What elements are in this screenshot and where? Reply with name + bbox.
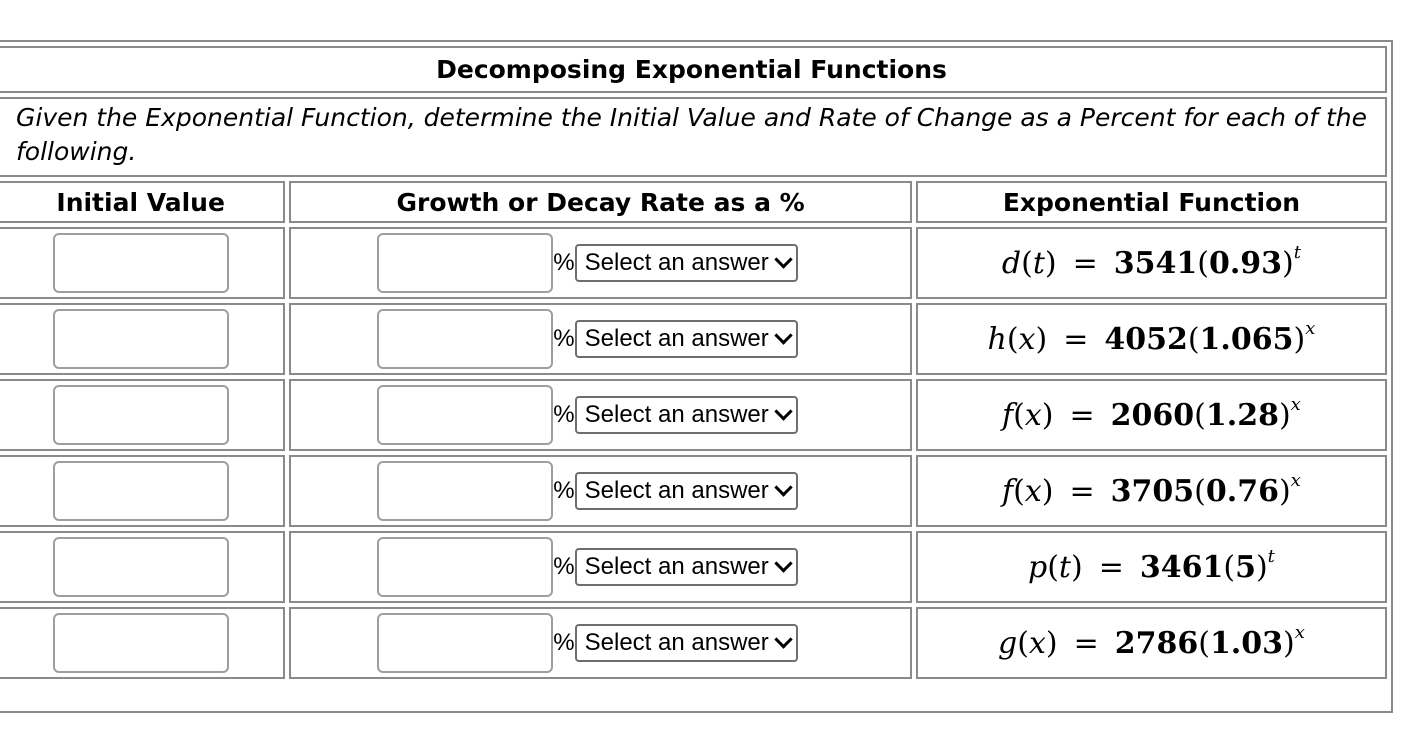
function-name: f: [1002, 397, 1014, 433]
chevron-down-icon: [774, 554, 792, 572]
table-row: [0, 303, 1387, 375]
initial-value-cell: [0, 531, 285, 603]
growth-decay-select[interactable]: [575, 396, 798, 434]
function-variable: x: [1028, 625, 1046, 661]
chevron-down-icon: [774, 402, 792, 420]
function-initial: 4052: [1104, 321, 1188, 357]
table-row: [0, 379, 1387, 451]
rate-input[interactable]: [377, 537, 553, 597]
function-name: d: [1001, 245, 1022, 281]
function-initial: 2060: [1110, 397, 1195, 433]
function-variable: t: [1032, 245, 1045, 281]
initial-value-input[interactable]: [53, 233, 229, 293]
growth-decay-select[interactable]: [575, 548, 798, 586]
chevron-down-icon: [774, 326, 792, 344]
function-cell: [916, 607, 1387, 679]
select-placeholder: Select an answer: [584, 401, 769, 428]
function-exponent: x: [1305, 317, 1316, 339]
function-initial: 3461: [1139, 549, 1224, 585]
function-name: g: [998, 625, 1018, 661]
header-initial-value: Initial Value: [0, 181, 285, 223]
function-initial: 2786: [1114, 625, 1199, 661]
function-base: 5: [1235, 549, 1256, 585]
function-initial: 3705: [1110, 473, 1195, 509]
problem-table-frame: [0, 40, 1393, 713]
function-exponent: x: [1290, 393, 1301, 415]
rate-input[interactable]: [377, 309, 553, 369]
rate-input[interactable]: [377, 461, 553, 521]
chevron-down-icon: [774, 478, 792, 496]
function-base: 1.28: [1205, 397, 1279, 433]
table-row: [0, 607, 1387, 679]
initial-value-input[interactable]: [53, 385, 229, 445]
function-exponent: t: [1267, 545, 1275, 567]
table-row: [0, 227, 1387, 299]
rate-cell: [289, 455, 912, 527]
growth-decay-select[interactable]: [575, 244, 798, 282]
function-expression: $f(x) = 2060(1.28)^x$: [1002, 393, 1301, 433]
select-placeholder: Select an answer: [584, 553, 769, 580]
header-rate: Growth or Decay Rate as a %: [289, 181, 912, 223]
function-name: h: [987, 321, 1007, 357]
function-expression: $p(t) = 3461(5)^t$: [1027, 545, 1275, 585]
table-row: [0, 531, 1387, 603]
function-expression: $h(x) = 4052(1.065)^x$: [987, 317, 1316, 357]
chevron-down-icon: [774, 630, 792, 648]
initial-value-cell: [0, 227, 285, 299]
percent-symbol: %: [553, 401, 575, 428]
function-exponent: x: [1294, 621, 1305, 643]
rate-cell: [289, 607, 912, 679]
percent-symbol: %: [553, 249, 575, 276]
initial-value-cell: [0, 303, 285, 375]
function-expression: $g(x) = 2786(1.03)^x$: [998, 621, 1305, 661]
function-base: 0.76: [1205, 473, 1279, 509]
function-cell: [916, 455, 1387, 527]
growth-decay-select[interactable]: [575, 624, 798, 662]
function-name: p: [1027, 549, 1048, 585]
initial-value-input[interactable]: [53, 537, 229, 597]
select-placeholder: Select an answer: [584, 477, 769, 504]
growth-decay-select[interactable]: [575, 320, 798, 358]
rate-cell: [289, 531, 912, 603]
function-expression: $f(x) = 3705(0.76)^x$: [1002, 469, 1301, 509]
initial-value-input[interactable]: [53, 461, 229, 521]
initial-value-cell: [0, 607, 285, 679]
function-initial: 3541: [1113, 245, 1198, 281]
rate-cell: [289, 227, 912, 299]
growth-decay-select[interactable]: [575, 472, 798, 510]
chevron-down-icon: [774, 250, 792, 268]
function-exponent: x: [1290, 469, 1301, 491]
percent-symbol: %: [553, 553, 575, 580]
problem-table: [0, 42, 1391, 683]
table-title: Decomposing Exponential Functions: [0, 46, 1387, 93]
initial-value-input[interactable]: [53, 613, 229, 673]
function-variable: x: [1024, 473, 1042, 509]
percent-symbol: %: [553, 477, 575, 504]
function-cell: [916, 531, 1387, 603]
initial-value-cell: [0, 455, 285, 527]
function-name: f: [1002, 473, 1014, 509]
rate-input[interactable]: [377, 613, 553, 673]
table-row: [0, 455, 1387, 527]
function-expression: $d(t) = 3541(0.93)^t$: [1001, 241, 1301, 281]
function-base: 1.03: [1209, 625, 1284, 661]
function-exponent: t: [1293, 241, 1301, 263]
rate-cell: [289, 303, 912, 375]
rate-input[interactable]: [377, 385, 553, 445]
instructions: Given the Exponential Function, determine the Initial Value and Rate of Change as a Percent for each of the following.: [0, 97, 1387, 177]
rate-input[interactable]: [377, 233, 553, 293]
function-cell: [916, 303, 1387, 375]
percent-symbol: %: [553, 629, 575, 656]
select-placeholder: Select an answer: [584, 325, 769, 352]
function-variable: t: [1058, 549, 1071, 585]
function-cell: [916, 379, 1387, 451]
function-cell: [916, 227, 1387, 299]
function-base: 0.93: [1208, 245, 1283, 281]
percent-symbol: %: [553, 325, 575, 352]
initial-value-input[interactable]: [53, 309, 229, 369]
header-function: Exponential Function: [916, 181, 1387, 223]
select-placeholder: Select an answer: [584, 629, 769, 656]
select-placeholder: Select an answer: [584, 249, 769, 276]
function-base: 1.065: [1199, 321, 1294, 357]
rate-cell: [289, 379, 912, 451]
function-variable: x: [1018, 321, 1036, 357]
initial-value-cell: [0, 379, 285, 451]
function-variable: x: [1024, 397, 1042, 433]
